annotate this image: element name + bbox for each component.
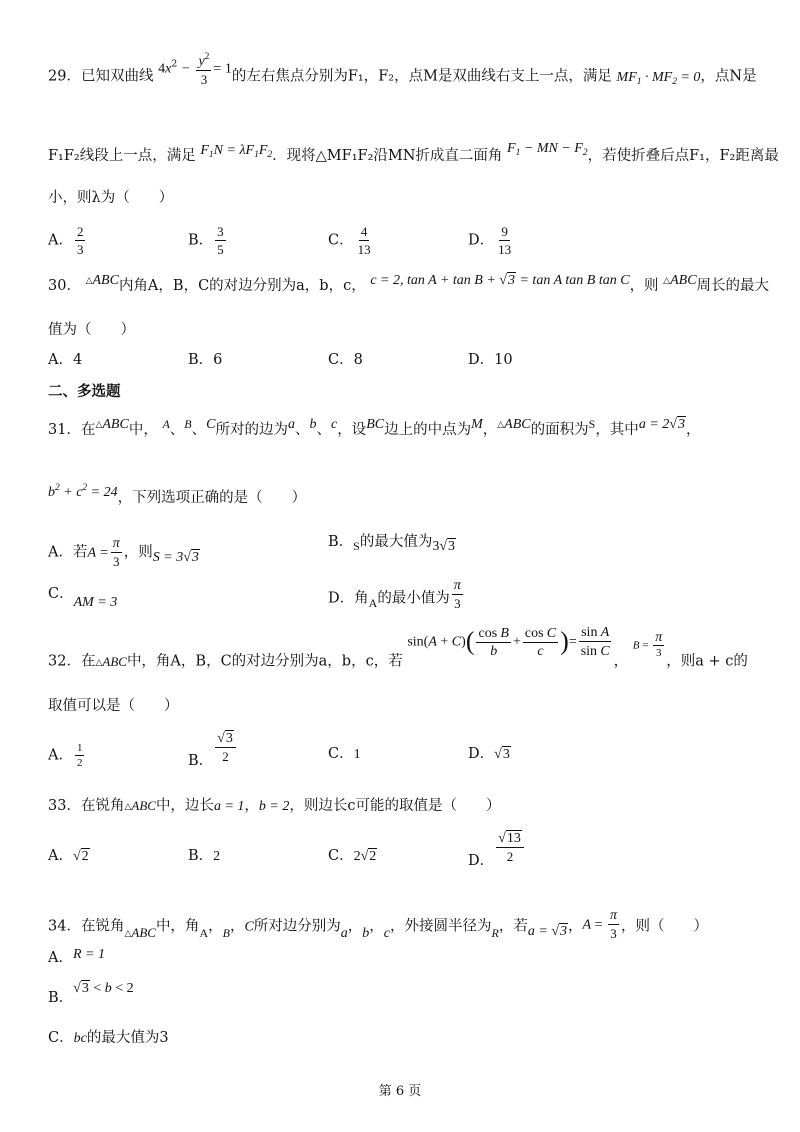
q30-triangle: △ABC <box>85 273 119 288</box>
q29-number: 29． <box>48 68 81 85</box>
q34-option-c <box>48 1028 169 1049</box>
option-fraction: $\frac{√13}{2}$ <box>496 830 524 864</box>
q34-triangle: △ABC <box>124 924 156 940</box>
q30-option-a <box>48 350 82 370</box>
q31-triangle-ref: △ABC <box>497 417 531 432</box>
q33-option-b <box>188 846 220 867</box>
option-label: C． <box>48 586 74 602</box>
q29-text1: 已知双曲线 <box>80 68 154 85</box>
q29-option-a <box>48 224 87 257</box>
fraction-numerator: 3 <box>217 224 224 239</box>
fraction-denominator: 13 <box>357 242 371 257</box>
q30-line2 <box>48 320 135 340</box>
q29-line1 <box>48 52 757 95</box>
option-math: √3 < b < 2 <box>73 981 134 996</box>
fraction-numerator: 9 <box>501 224 508 239</box>
option-label: D． <box>468 232 495 249</box>
q31-text5: 边上的中点为 <box>384 422 472 438</box>
vertex-a: A <box>199 925 209 940</box>
q31-given-sum: $b^2 + c^2 = 24$ <box>48 483 118 500</box>
option-label: A． <box>48 747 73 764</box>
q30-option-b <box>188 350 222 370</box>
q30-text3: 周长的最大 <box>696 278 770 294</box>
q29-dihedral-angle: $F_1$ − MN − $F_2$ <box>507 141 588 158</box>
q33-text3: ， <box>244 798 259 814</box>
side-b: b <box>362 925 370 941</box>
option-label: D． <box>468 352 495 368</box>
option-value: √2 <box>72 849 89 864</box>
q31-option-a <box>48 536 200 569</box>
pi-over-3: $\frac{\pi}{3}$ <box>112 536 120 569</box>
q30-option-c <box>328 350 363 370</box>
q34-given-a: a = √3 <box>527 923 567 939</box>
q32-line1 <box>48 625 748 679</box>
q32-prompt: 取值可以是（ ） <box>48 698 179 714</box>
q31-text6: ， <box>482 422 498 438</box>
option-label: C． <box>328 352 354 368</box>
side-c: c <box>330 417 338 432</box>
q31-number: 31． <box>48 422 81 438</box>
q31-text4: ，设 <box>337 422 367 438</box>
q34-text2: 中，角 <box>155 918 200 935</box>
q31-text8: ，其中 <box>595 422 639 438</box>
option-label: D． <box>468 746 495 762</box>
q32-angle-b: B = $\frac{\pi}{3}$ <box>632 630 663 659</box>
option-label: B． <box>188 352 214 368</box>
q32-option-b <box>188 730 238 769</box>
point-m: M <box>471 417 483 432</box>
option-math: S = 3√3 <box>152 549 199 565</box>
vertex-a: A <box>368 595 378 610</box>
q31-option-c <box>48 584 118 610</box>
q31-line1: 31．在△ABC中， $^A$、$^B$、C所对的边为a、b、c，设BC边上的中点为M，△ABC的面积为$^S$，其中a = 2√3， <box>48 417 701 438</box>
q30-triangle-ref: △ABC <box>663 273 697 288</box>
option-label: B． <box>328 534 354 550</box>
q30-text1: 内角A，B，C的对边分别为a，b，c， <box>118 278 366 294</box>
q31-text1: 在 <box>80 422 96 438</box>
q29-text7: 小，则λ为（ ） <box>48 190 174 206</box>
q32-text4: ，则a + c的 <box>666 653 748 670</box>
side-a: a <box>340 925 348 941</box>
q29-text4: F₁F₂线段上一点，满足 <box>48 148 196 164</box>
option-math: R = 1 <box>72 947 105 962</box>
fraction-numerator: 4 <box>360 224 368 239</box>
side-c: c <box>383 925 391 941</box>
q32-option-d <box>468 744 511 765</box>
q34-text5: ，若 <box>498 918 528 935</box>
q31-prompt: ，下列选项正确的是（ ） <box>117 490 307 506</box>
option-fraction: $\frac{1}{2}$ <box>76 742 83 769</box>
option-text: 的最大值为 <box>359 534 433 550</box>
q34-text4: ，外接圆半径为 <box>390 918 492 935</box>
q29-text3: ，点N是 <box>700 68 757 85</box>
fraction-denominator: 3 <box>76 242 84 257</box>
option-text: 的最大值为3 <box>86 1030 169 1046</box>
q32-number: 32． <box>48 653 81 670</box>
option-math: 3√3 <box>432 539 456 554</box>
option-text: 若 <box>72 544 88 561</box>
q33-option-a <box>48 846 90 867</box>
q33-text2: 中，边长 <box>155 798 214 814</box>
side-a: a <box>287 417 295 432</box>
q31-option-d <box>328 578 465 615</box>
q29-hyperbola-equation: $4x^2$ − $\frac{y^2}{3}$ = 1 <box>158 52 232 87</box>
q32-text1: 在 <box>80 653 96 670</box>
option-label: B． <box>188 232 214 249</box>
q29-line3 <box>48 188 173 208</box>
q31-line2 <box>48 484 306 509</box>
q34-option-a <box>48 948 105 969</box>
option-math: A = <box>87 545 109 561</box>
q32-option-a <box>48 742 86 769</box>
q33-triangle: △ABC <box>124 798 156 813</box>
vertex-c: C <box>244 919 254 935</box>
option-fraction <box>75 224 86 257</box>
option-text: 角 <box>354 590 369 607</box>
option-value: 8 <box>353 352 363 368</box>
q30-text4: 值为（ ） <box>48 322 135 338</box>
q34-number: 34． <box>48 918 81 935</box>
q31-given-a: a = 2√3 <box>638 417 685 432</box>
q34-text3: 所对边分别为 <box>253 918 341 935</box>
q30-option-d <box>468 350 513 370</box>
q32-triangle: △ABC <box>95 653 127 669</box>
q29-line2 <box>48 141 779 171</box>
option-label: A． <box>48 544 73 561</box>
option-value: 2 <box>213 849 221 864</box>
option-label: C． <box>328 746 354 762</box>
q30-condition: c = 2, tan A + tan B + √3 = tan A tan B tan C <box>370 273 630 288</box>
q29-vector-condition: $F_1N = \lambda F_1F_2$ <box>200 143 273 160</box>
q33-option-c <box>328 846 377 867</box>
q33-text1: 在锐角 <box>80 798 125 814</box>
q29-option-d <box>468 224 515 257</box>
option-label: A． <box>48 848 73 864</box>
option-label: A． <box>48 232 73 249</box>
q31-text3: 所对的边为 <box>215 422 288 438</box>
option-label: B． <box>188 848 214 864</box>
option-value: 10 <box>494 352 513 368</box>
fraction-denominator: 13 <box>498 242 512 257</box>
page-number: 第 6 页 <box>378 1084 422 1099</box>
q32-option-c <box>328 744 361 765</box>
q33-given-b: b = 2 <box>258 799 290 814</box>
q34-text6: ，则（ ） <box>620 918 708 935</box>
option-value: 2√2 <box>353 849 377 864</box>
fraction-numerator: 2 <box>76 224 84 239</box>
q31-triangle: △ABC <box>95 417 129 432</box>
q33-given-a: a = 1 <box>213 799 245 814</box>
q29-text2: 的左右焦点分别为F₁，F₂，点M是双曲线右支上一点，满足 <box>231 68 612 85</box>
option-fraction <box>215 224 226 257</box>
option-label: B． <box>188 753 214 769</box>
q33-option-d <box>468 830 526 869</box>
q30-text2: ，则 <box>629 278 659 294</box>
pi-over-3: $\frac{\pi}{3}$ <box>453 578 461 611</box>
area-s: S <box>588 417 596 431</box>
vertex-b: B <box>184 417 192 431</box>
q33-line1 <box>48 796 500 817</box>
q32-text3: ， <box>613 653 629 670</box>
option-label: A． <box>48 352 73 368</box>
option-text: 的最小值为 <box>377 590 450 607</box>
option-math: AM = 3 <box>73 595 118 610</box>
option-fraction <box>496 224 513 257</box>
option-label: C． <box>328 848 354 864</box>
fraction-denominator: 5 <box>217 242 224 257</box>
option-label: B． <box>48 990 74 1006</box>
q29-text6: ，若使折叠后点F₁，F₂距离最 <box>587 148 779 164</box>
q34-given-angle: A = $\frac{\pi}{3}$ <box>582 908 617 941</box>
option-value: √3 <box>494 747 510 762</box>
option-text: ，则 <box>123 544 153 561</box>
q33-text4: ，则边长c可能的取值是（ ） <box>289 798 501 814</box>
q30-line1 <box>48 273 770 297</box>
q29-text5: ．现将△MF₁F₂沿MN折成直二面角 <box>272 148 503 164</box>
option-label: D． <box>328 590 355 607</box>
option-value: 4 <box>72 352 83 368</box>
segment-bc: BC <box>366 417 385 432</box>
radius-r: R <box>491 925 499 940</box>
option-value: 6 <box>213 352 223 368</box>
vertex-c: C <box>206 417 216 432</box>
option-label: C． <box>328 232 354 249</box>
q31-option-b <box>328 532 456 553</box>
option-fraction: $\frac{√3}{2}$ <box>215 730 236 764</box>
q32-line2 <box>48 696 179 716</box>
vertex-b: B <box>222 925 230 940</box>
q29-option-c <box>328 224 375 257</box>
q31-text2: 中， <box>128 422 158 438</box>
q31-text7: 的面积为 <box>530 422 589 438</box>
q32-text2: 中，角A，B，C的对边分别为a，b，c，若 <box>126 653 403 670</box>
section-header: 二、多选题 <box>48 384 121 400</box>
area-s: S <box>353 539 360 553</box>
option-label: C． <box>48 1030 74 1046</box>
option-label: D． <box>468 853 495 869</box>
q32-condition: sin(A + C)( $\frac{\text{cos B}}{b}$ + $\frac{\text{cos C}}{c}$ )= $\frac{\text{sin A}}{\text{sin C}}$ <box>407 625 610 659</box>
q29-condition: $MF_1 \cdot MF_2 = 0$ <box>616 69 701 87</box>
q34-text1: 在锐角 <box>80 918 125 935</box>
q34-line1: 34．在锐角△ABC中，角$_A$，$_B$，C所对边分别为a，b，c，外接圆半径为$_R$，若a = √3，A = $\frac{\pi}{3}$ ，则（ ） <box>48 908 708 941</box>
q30-number: 30． <box>48 278 81 294</box>
q34-option-b <box>48 978 134 1006</box>
q31-vertices: A <box>162 417 170 431</box>
option-math: bc <box>73 1031 87 1046</box>
option-label: A． <box>48 950 73 966</box>
option-fraction <box>356 224 373 257</box>
q29-option-b <box>188 224 228 257</box>
side-b: b <box>309 417 317 432</box>
option-value: 1 <box>353 747 361 762</box>
q33-number: 33． <box>48 798 81 814</box>
